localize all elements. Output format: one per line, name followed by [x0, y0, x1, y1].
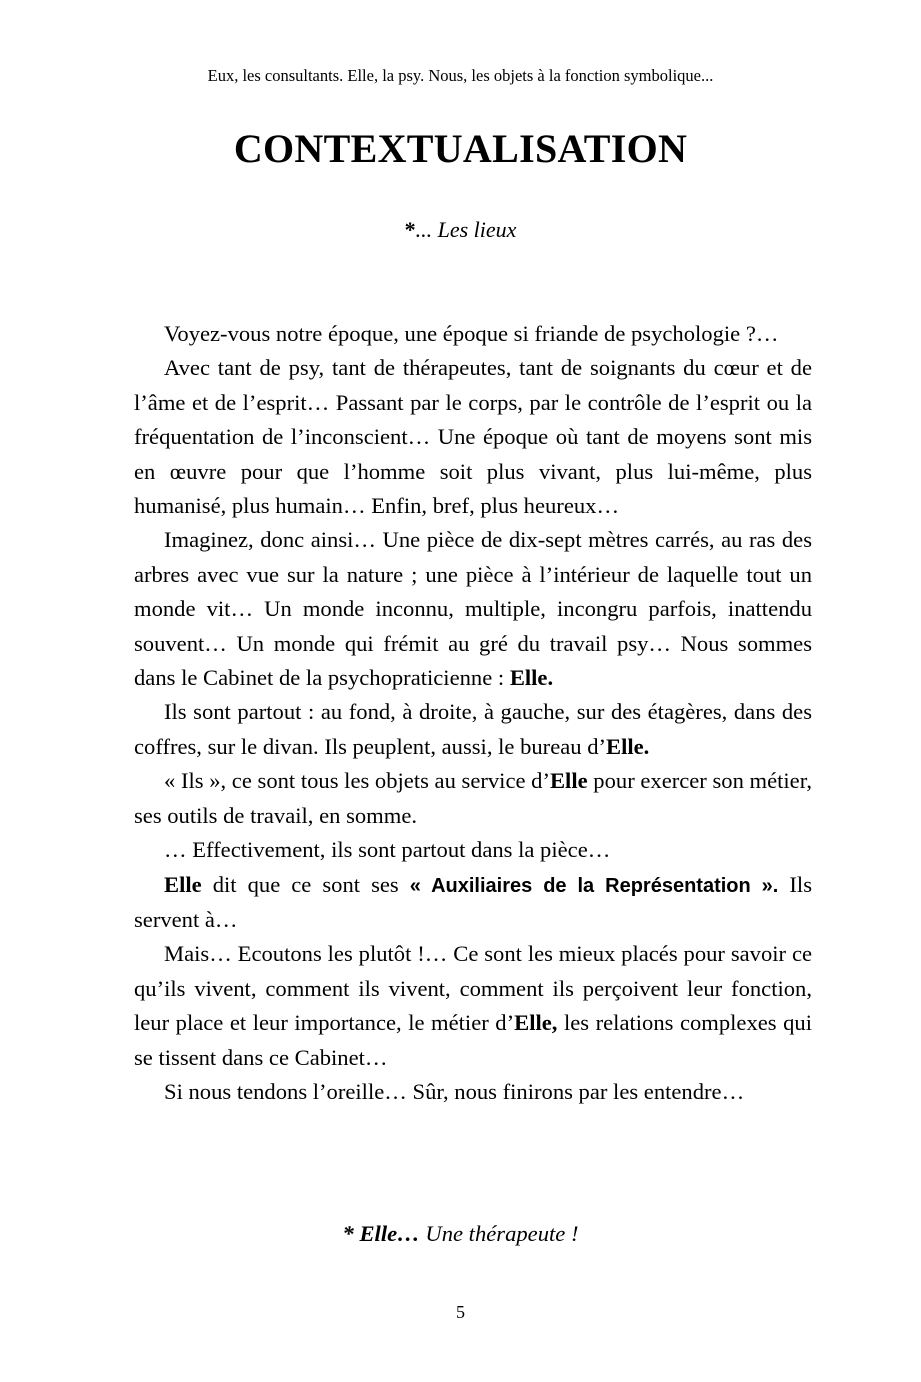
- paragraph-5-b: pour exercer son métier, ses outils de travail, en somme.: [134, 768, 812, 828]
- chapter-title: CONTEXTUALISATION: [233, 126, 688, 171]
- paragraph-8-bold: Elle,: [514, 1010, 558, 1036]
- section-heading: [0, 216, 921, 244]
- paragraph-5-bold: Elle: [549, 768, 588, 794]
- page-number: 5: [456, 1302, 465, 1322]
- paragraph-7-bold: Elle: [164, 871, 202, 897]
- section-label: ... Les lieux: [415, 217, 517, 242]
- paragraph-1: Voyez-vous notre époque, une époque si friande de psychologie ?…: [164, 321, 779, 346]
- paragraph-7-sans: « Auxiliaires de la Représentation ».: [409, 874, 779, 897]
- paragraph-2: Avec tant de psy, tant de thérapeutes, tant de soignants du cœur et de l’âme et de l’esprit… Passant par le corps, par le contrôle de l’esprit ou la fréquentation de l’inconscient… Une époque où tant de moyens sont mis en œuvre pour que l’homme soit plus vivant, plus lui-même, plus humanisé, plus humain… Enfin, bref, plus heureux…: [134, 355, 812, 519]
- paragraph-4-text: Ils sont partout : au fond, à droite, à gauche, sur des étagères, dans des coffres, sur le divan. Ils peuplent, aussi, le bureau d’: [134, 699, 812, 759]
- paragraph-3-bold: Elle.: [509, 665, 554, 691]
- paragraph-3-text: Imaginez, donc ainsi… Une pièce de dix-sept mètres carrés, au ras des arbres avec vue sur la nature ; une pièce à l’intérieur de laquelle tout un monde vit… Un monde inconnu, multiple, incongru parfois, inattendu souvent… Un monde qui frémit au gré du travail psy… Nous sommes dans le Cabinet de la psychopraticienne :: [134, 527, 812, 691]
- body-text: [134, 317, 812, 1109]
- paragraph-6: … Effectivement, ils sont partout dans la pièce…: [164, 837, 611, 863]
- closing-heading: [0, 1219, 921, 1249]
- paragraph-7-b: Ils servent à…: [134, 871, 812, 932]
- paragraph-4: [134, 695, 812, 764]
- closing-star-elle: * Elle…: [342, 1221, 420, 1246]
- section-star: *: [404, 217, 416, 242]
- paragraph-9: Si nous tendons l’oreille… Sûr, nous finirons par les entendre…: [164, 1078, 745, 1104]
- paragraph-7-a: dit que ce sont ses: [201, 871, 410, 897]
- paragraph-5-a: « Ils », ce sont tous les objets au service d’: [164, 768, 550, 794]
- running-header: Eux, les consultants. Elle, la psy. Nous, les objets à la fonction symbolique...: [207, 66, 714, 85]
- paragraph-3: [134, 523, 812, 695]
- paragraph-7: [134, 868, 812, 938]
- paragraph-8-a: Mais… Ecoutons les plutôt !… Ce sont les mieux placés pour savoir ce qu’ils vivent, comment ils vivent, comment ils perçoivent leur fonction, leur place et leur importance, le métier d’: [134, 941, 812, 1036]
- paragraph-5: [134, 764, 812, 833]
- paragraph-8-b: les relations complexes qui se tissent dans ce Cabinet…: [134, 1010, 812, 1070]
- closing-rest: Une thérapeute !: [419, 1221, 579, 1246]
- paragraph-8: [134, 937, 812, 1075]
- paragraph-4-bold: Elle.: [606, 733, 650, 759]
